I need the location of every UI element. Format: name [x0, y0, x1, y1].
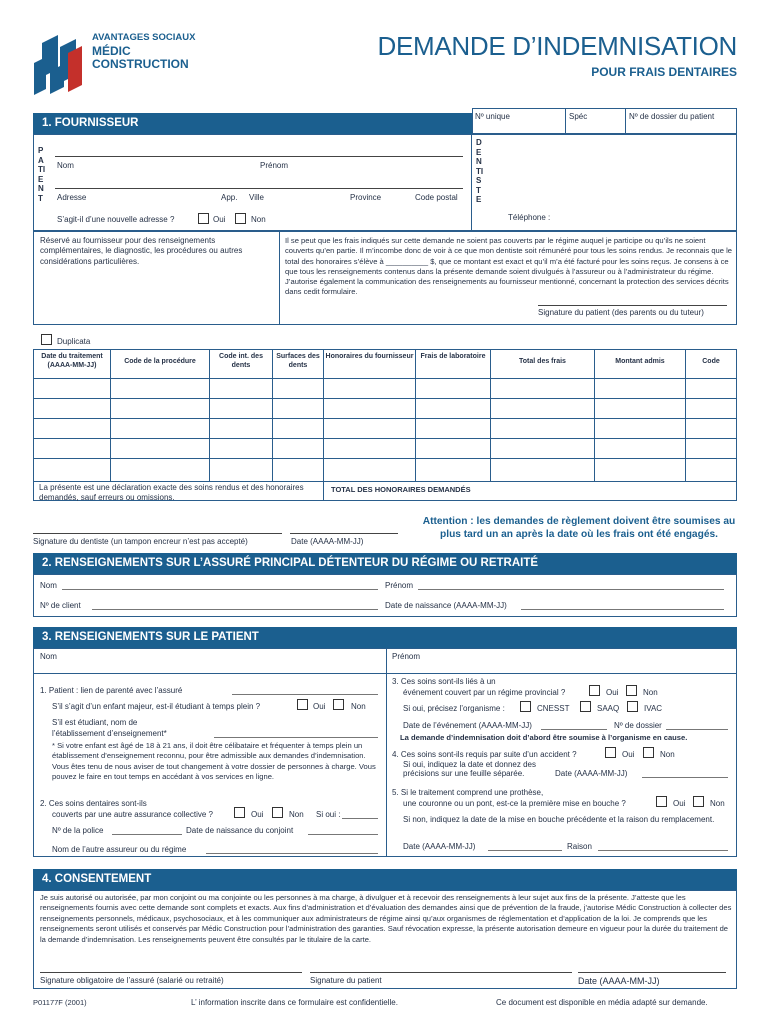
sig-date-label: Date (AAAA-MM-JJ): [291, 537, 364, 546]
q4c-label: précisions sur une feuille séparée.: [403, 769, 525, 778]
sig-patient-field[interactable]: [310, 972, 572, 973]
section-3-header: 3. RENSEIGNEMENTS SUR LE PATIENT: [33, 627, 737, 648]
medic-construction-logo: [32, 33, 84, 95]
duplicata-checkbox[interactable]: [41, 334, 52, 345]
th-date: Date du traitement (AAAA-MM-JJ): [41, 353, 103, 369]
q1-field[interactable]: [232, 694, 378, 695]
sig-dentist-label: Signature du dentiste (un tampon encreur n’est pas accepté): [33, 537, 248, 546]
q4-non-checkbox[interactable]: [643, 747, 654, 758]
sig-assure-field[interactable]: [40, 972, 302, 973]
s2-prenom-field[interactable]: [418, 589, 724, 590]
q5b-label: une couronne ou un pont, est-ce la première mise en bouche ?: [403, 799, 626, 808]
demande-note: La demande d’indemnisation doit d’abord être soumise à l’organisme en cause.: [400, 733, 688, 742]
q2b-label: couverts par une autre assurance collective ?: [52, 810, 213, 819]
ville-label: Ville: [249, 193, 264, 202]
th-code: Code: [702, 358, 720, 365]
form-subtitle: POUR FRAIS DENTAIRES: [591, 65, 737, 79]
patient-signature-field[interactable]: [538, 305, 727, 306]
s2-no-client-field[interactable]: [92, 609, 378, 610]
duplicata-label: Duplicata: [57, 337, 91, 346]
s2-prenom-label: Prénom: [385, 581, 414, 590]
q5-non-label: Non: [710, 799, 725, 808]
q3b-label: événement couvert par un régime provincial ?: [403, 688, 566, 697]
nom-autre-assureur-label: Nom de l’autre assureur ou du régime: [52, 845, 187, 854]
th-honoraires: Honoraires du fournisseur: [325, 353, 414, 360]
th-montant-admis: Montant admis: [615, 358, 665, 365]
s4-date-label: Date (AAAA-MM-JJ): [578, 976, 660, 986]
no-dossier-field[interactable]: [666, 729, 728, 730]
province-label: Province: [350, 193, 382, 202]
consent-paragraph: Il se peut que les frais indiqués sur cette demande ne soient pas couverts par le régime auquel je participe ou qu’ils ne soient couverts qu’en partie. Il m’incombe donc de voir à ce que mon dentiste soit rémunéré pour tous les soins rendus. Je reconnais que le total des honoraires s’élève à __________ $, que ce montant est exact et qu’il m’a été facturé pour les soins reçus. Je consens à ce que tous les renseignements contenus dans la présente demande soient divulgués à l’assureur ou à l’administrateur du régime. J’autorise également la communication des renseignements au fournisseur mentionné, concernant la protection des services décrits dans cedit formulaire.: [285, 236, 733, 297]
new-address-question: S’agit-il d’une nouvelle adresse ?: [57, 215, 175, 224]
section-1-header: 1. FOURNISSEUR: [33, 113, 472, 134]
adresse-label: Adresse: [57, 193, 87, 202]
dossier-label: Nº de dossier du patient: [629, 112, 715, 121]
q3-non-checkbox[interactable]: [626, 685, 637, 696]
q1b-oui-checkbox[interactable]: [297, 699, 308, 710]
q5-oui-checkbox[interactable]: [656, 796, 667, 807]
section-4-header: 4. CONSENTEMENT: [33, 869, 737, 890]
s3-nom-label: Nom: [40, 652, 57, 661]
app-label: App.: [221, 193, 238, 202]
q1b-label: S’il s’agit d’un enfant majeur, est-il étudiant à temps plein ?: [52, 702, 261, 711]
brand-line-1: AVANTAGES SOCIAUX: [92, 32, 196, 43]
cnesst-checkbox[interactable]: [520, 701, 531, 712]
precisez-label: Si oui, précisez l’organisme :: [403, 704, 505, 713]
q3-non-label: Non: [643, 688, 658, 697]
dentist-date-field[interactable]: [290, 533, 398, 534]
s2-no-client-label: Nº de client: [40, 601, 81, 610]
th-code-procedure: Code de la procédure: [124, 358, 196, 365]
non-label: Non: [251, 215, 266, 224]
patient-nom-label: Nom: [57, 161, 74, 170]
sig-patient4-label: Signature du patient: [310, 976, 382, 985]
date-naiss-conjoint-label: Date de naissance du conjoint: [186, 826, 294, 835]
nom-autre-assureur-field[interactable]: [206, 853, 378, 854]
form-code: P01177F (2001): [33, 998, 87, 1007]
brand-line-3: CONSTRUCTION: [92, 57, 189, 71]
q5-oui-label: Oui: [673, 799, 686, 808]
s2-date-naissance-field[interactable]: [521, 609, 724, 610]
si-oui-field[interactable]: [342, 818, 378, 819]
q2-non-checkbox[interactable]: [272, 807, 283, 818]
date-evenement-field[interactable]: [541, 729, 607, 730]
q4-date-field[interactable]: [642, 777, 728, 778]
adresse-field[interactable]: [55, 188, 463, 189]
declaration-text: La présente est une déclaration exacte des soins rendus et des honoraires demandés, sauf erreurs ou omissions.: [39, 483, 304, 503]
th-frais-labo: Frais de laboratoire: [420, 353, 486, 360]
confidential-note: L’ information inscrite dans ce formulaire est confidentielle.: [191, 998, 398, 1007]
q2-oui-checkbox[interactable]: [234, 807, 245, 818]
patient-vertical-label: PATIENT: [38, 146, 46, 203]
consent-text: Je suis autorisé ou autorisée, par mon conjoint ou ma conjointe ou les personnes à ma charge, à divulguer et à recevoir des renseignements à leur sujet aux fins de la présente. J’atteste que les renseignements fournis avec cette demande sont complets et exacts. Aux fins d’administration et d’évaluation des demandes ainsi que de prévention de la fraude, j’autorise Médic Construction à collecter des renseignements personnels, médicaux, psychosociaux, et à les communiquer aux administrateurs de régime ainsi qu’aux organismes de réglementation et d’application de la loi. Je comprends que les renseignements seront utilisés et conservés par Médic Construction pour l’administration des garanties. Sauf révocation expresse, la présente autorisation demeure en vigueur pour la durée du traitement de la demande d’indemnisation. Les renseignements peuvent être consultés par le titulaire de la carte.: [40, 893, 732, 944]
telephone-label: Téléphone :: [508, 213, 551, 222]
q1d-field[interactable]: [214, 737, 378, 738]
signature-patient-label: Signature du patient (des parents ou du tuteur): [538, 308, 704, 317]
reserve-text: Réservé au fournisseur pour des renseignements complémentaires, le diagnostic, les procédures ou autres considérations particulières.: [40, 236, 243, 266]
q3-oui-checkbox[interactable]: [589, 685, 600, 696]
s2-nom-field[interactable]: [62, 589, 378, 590]
q1c-label: S’il est étudiant, nom de: [52, 718, 138, 727]
th-surfaces: Surfaces des dents: [276, 353, 320, 369]
dentist-signature-field[interactable]: [33, 533, 282, 534]
q5-label: 5. Si le traitement comprend une prothèse,: [392, 788, 544, 797]
si-oui-label: Si oui :: [316, 810, 341, 819]
q3-label: 3. Ces soins sont-ils liés à un: [392, 677, 496, 686]
no-dossier-label: Nº de dossier: [614, 721, 662, 730]
th-total-frais: Total des frais: [519, 358, 566, 365]
no-unique-label: Nº unique: [475, 112, 510, 121]
ivac-checkbox[interactable]: [627, 701, 638, 712]
sig-assure-label: Signature obligatoire de l’assuré (salarié ou retraité): [40, 976, 224, 985]
q4-oui-checkbox[interactable]: [605, 747, 616, 758]
treatment-rows[interactable]: [34, 379, 736, 480]
brand-line-2: MÉDIC: [92, 44, 131, 58]
th-code-dents: Code int. des dents: [219, 353, 263, 369]
total-honoraires-label: TOTAL DES HONORAIRES DEMANDÉS: [331, 485, 471, 494]
q4-date-label: Date (AAAA-MM-JJ): [555, 769, 628, 778]
q5c-label: Si non, indiquez la date de la mise en bouche précédente et la raison du remplacement.: [403, 815, 715, 824]
q1-label: 1. Patient : lien de parenté avec l’assuré: [40, 686, 183, 695]
q1b-non-label: Non: [351, 702, 366, 711]
no-police-field[interactable]: [112, 834, 182, 835]
q1-note: * Si votre enfant est âgé de 18 à 21 ans, il doit être célibataire et fréquenter à temps plein un établissement d’enseignement reconnu, pour être admissible aux demandes d’indemnisation. Vous êtes tenu de nous aviser de tout changement à votre dossier de personnes à charge. Vous pouvez le faire en tout temps en accédant à vos services en ligne.: [52, 741, 376, 782]
new-address-non-checkbox[interactable]: [235, 213, 246, 224]
q2-label: 2. Ces soins dentaires sont-ils: [40, 799, 147, 808]
q5-date-field[interactable]: [488, 850, 562, 851]
media-note: Ce document est disponible en média adapté sur demande.: [496, 998, 708, 1007]
saaq-checkbox[interactable]: [580, 701, 591, 712]
new-address-oui-checkbox[interactable]: [198, 213, 209, 224]
raison-field[interactable]: [598, 850, 728, 851]
form-title: DEMANDE D’INDEMNISATION: [377, 31, 737, 61]
oui-label: Oui: [213, 215, 226, 224]
q2-oui-label: Oui: [251, 810, 264, 819]
q1b-oui-label: Oui: [313, 702, 326, 711]
q1b-non-checkbox[interactable]: [333, 699, 344, 710]
q4-non-label: Non: [660, 750, 675, 759]
dentiste-vertical-label: DENTISTE: [476, 138, 484, 204]
s4-date-field[interactable]: [578, 972, 726, 973]
attention-notice: Attention : les demandes de règlement doivent être soumises au plus tard un an après la date où les frais ont été engagés.: [422, 516, 736, 540]
q5-non-checkbox[interactable]: [693, 796, 704, 807]
s2-nom-label: Nom: [40, 581, 57, 590]
q1d-label: l’établissement d’enseignement*: [52, 729, 167, 738]
section-2-header: 2. RENSEIGNEMENTS SUR L’ASSURÉ PRINCIPAL DÉTENTEUR DU RÉGIME OU RETRAITÉ: [33, 553, 737, 574]
raison-label: Raison: [567, 842, 592, 851]
patient-prenom-label: Prénom: [260, 161, 289, 170]
q5-date-label: Date (AAAA-MM-JJ): [403, 842, 476, 851]
date-naiss-conjoint-field[interactable]: [308, 834, 378, 835]
ivac-label: IVAC: [644, 704, 663, 713]
no-police-label: Nº de la police: [52, 826, 104, 835]
q4-oui-label: Oui: [622, 750, 635, 759]
q2-non-label: Non: [289, 810, 304, 819]
spec-label: Spéc: [569, 112, 588, 121]
code-postal-label: Code postal: [415, 193, 458, 202]
q3-oui-label: Oui: [606, 688, 619, 697]
cnesst-label: CNESST: [537, 704, 570, 713]
date-evenement-label: Date de l’événement (AAAA-MM-JJ): [403, 721, 532, 730]
s3-prenom-label: Prénom: [392, 652, 421, 661]
saaq-label: SAAQ: [597, 704, 620, 713]
q4b-label: Si oui, indiquez la date et donnez des: [403, 760, 536, 769]
nom-field[interactable]: [55, 156, 463, 157]
s2-date-naissance-label: Date de naissance (AAAA-MM-JJ): [385, 601, 507, 610]
q4-label: 4. Ces soins sont-ils requis par suite d’un accident ?: [392, 750, 577, 759]
